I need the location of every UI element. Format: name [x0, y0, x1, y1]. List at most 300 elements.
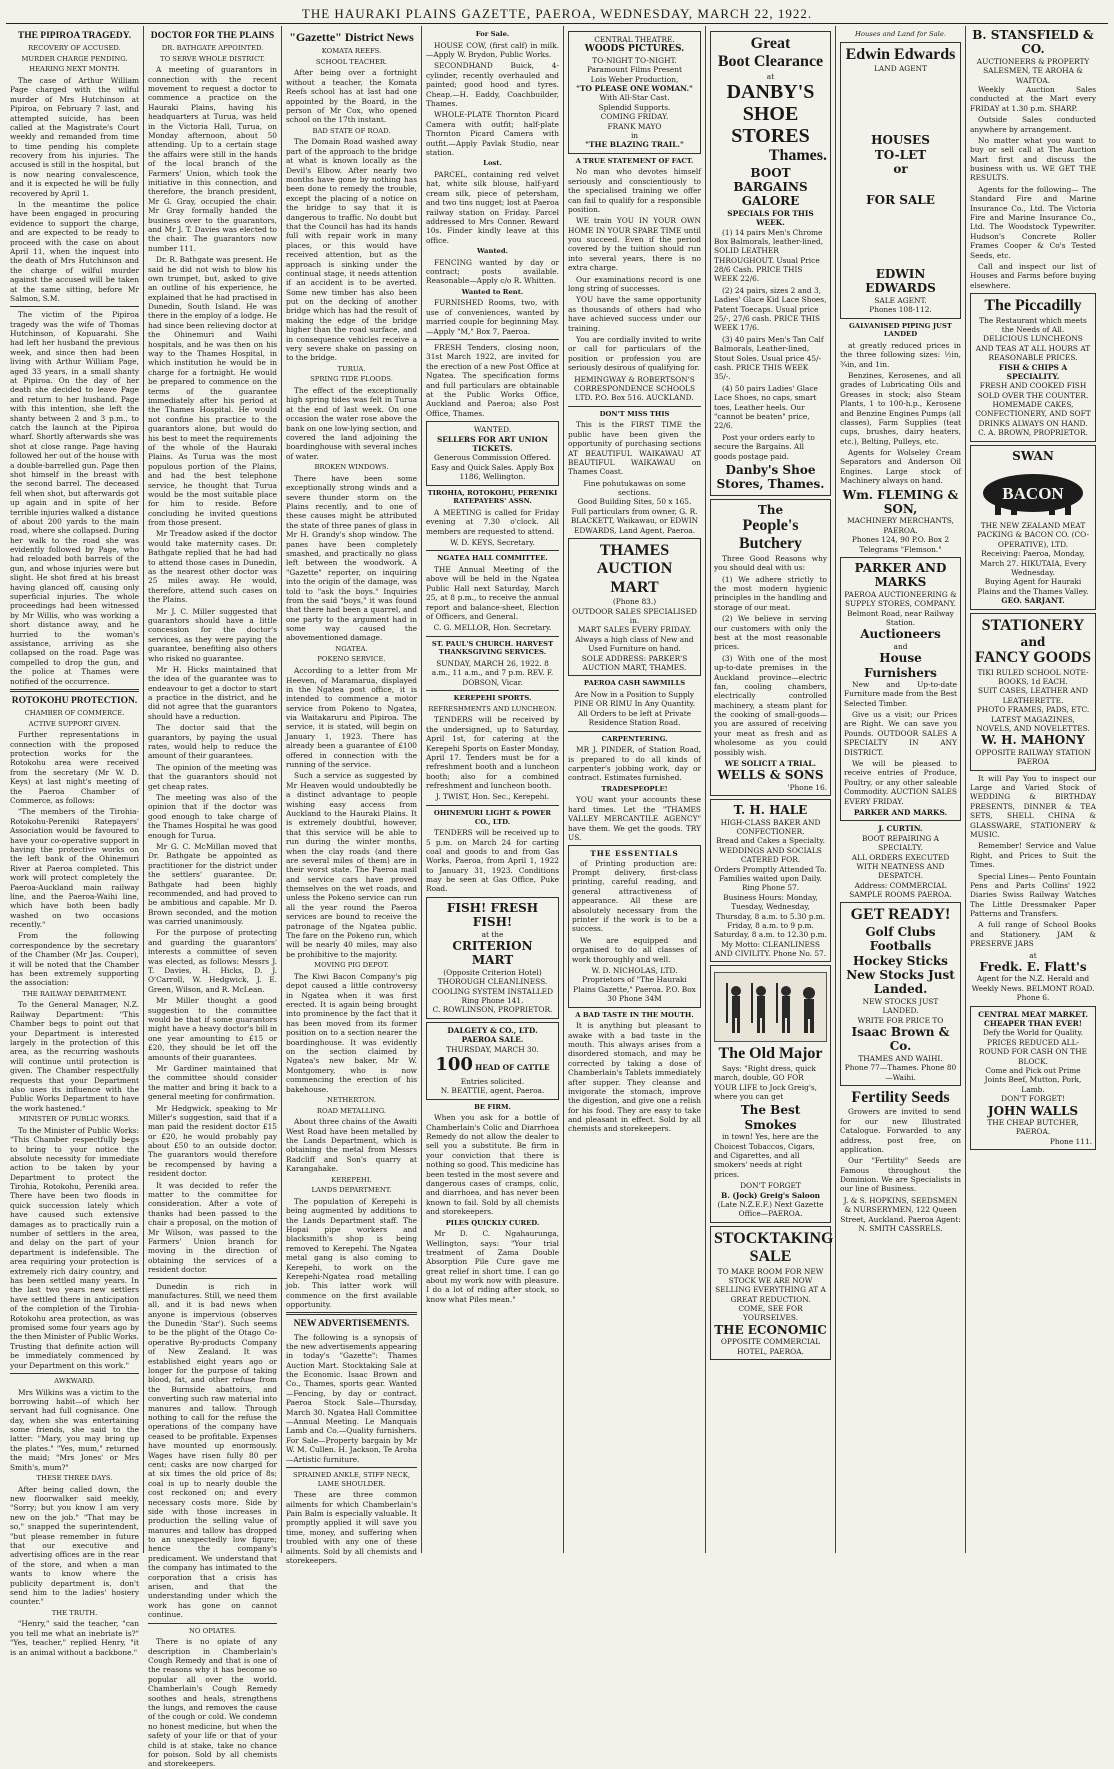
- article-paragraph: A meeting of guarantors in connection with the recent movement to request a doctor to commence a practice on the Hauraki Plains, having his headquarters at Turua, was held in the Victoria Hall, Turua, on Monday afternoon, about 50 attending. Up to a certain stage the affairs were still in the hands of the local branch of the Farmers' Union, which took the initiative in this connection, and therefore, the branch president, Mr G. Gray, occupied the chair. Mr Gray formally handed the business over to the guarantors, and Mr J. T. Davies was elected to the chair. The guarantors now number 111.: [148, 65, 277, 253]
- ad-old-major: [710, 965, 831, 1222]
- masthead: THE HAURAKI PLAINS GAZETTE, PAEROA, WEDNESDAY, MARCH 22, 1922.: [6, 4, 1108, 24]
- ad-line: House Furnishers: [864, 651, 937, 680]
- subhead: HEARING NEXT MONTH.: [29, 65, 120, 74]
- ad-line: THAMES: [599, 542, 670, 560]
- ad-line: Lois Weber Production,: [590, 74, 679, 84]
- ad-line: HEMINGWAY & ROBERTSON'S CORRESPONDENCE SCHOOLS LTD. P.O. Box 516. AUCKLAND.: [573, 374, 696, 403]
- ad-line: Great: [750, 35, 791, 52]
- section-label: Wanted to Rent.: [461, 287, 524, 296]
- signature: J. TWIST, Hon. Sec., Kerepehi.: [435, 792, 550, 802]
- ad-central-meat-market: [970, 1006, 1096, 1150]
- spacer: [844, 207, 957, 267]
- article-paragraph: From the following correspondence by the secretary of the Chamber (Mr Jas. Couper), it will be noted that the Chamber has been extremely supporting the association:: [10, 931, 139, 988]
- ad-line: LATEST MAGAZINES, NOVELS, AND NOVELETTES.: [976, 714, 1090, 734]
- ad-line: The Old Major: [718, 1045, 823, 1063]
- ad-line: Are Now in a Position to Supply PINE OR RIMU In Any Quantity.: [573, 689, 696, 709]
- ad-line: Thames.: [768, 147, 827, 165]
- ad-paragraph: Our "Fertility" Seeds are Famous throughout the Dominion. We are Specialists in our line of Business.: [840, 1156, 961, 1194]
- subhead: SPRAINED ANKLE, STIFF NECK, LAME SHOULDER.: [292, 1470, 410, 1488]
- ad-th-hale: [710, 799, 831, 962]
- ad-paragraph: (2) 24 pairs, sizes 2 and 3, Ladies' Glace Kid Lace Shoes, Patent Toecaps. Usual price 25/-, 27/6 cash. PRICE THIS WEEK 17/6.: [714, 285, 827, 333]
- ad-line: CENTRAL THEATRE.: [594, 35, 675, 44]
- ad-paragraph: Three Good Reasons why you should deal with us:: [714, 553, 827, 573]
- divider: [10, 689, 139, 692]
- ad-line: Splendid Supports.: [598, 102, 671, 112]
- ad-line: Fine pohutukawas on some sections.: [583, 478, 686, 498]
- ad-line: Defy the World for Quality.: [982, 1028, 1084, 1038]
- ad-line: SPECIALS FOR THIS WEEK.: [727, 208, 814, 228]
- ad-peoples-butchery: [710, 499, 831, 797]
- ad-line: Phones 108-112.: [869, 305, 932, 315]
- ad-line: EDWIN EDWARDS: [865, 266, 936, 296]
- section-label: A BAD TASTE IN THE MOUTH.: [575, 1010, 694, 1019]
- ad-line: HEAD OF CATTLE: [475, 1062, 550, 1072]
- ad-paragraph: Weekly Auction Sales conducted at the Mart every FRIDAY at 1.30 p.m. SHARP.: [970, 84, 1096, 113]
- ad-line: FOR SALE: [866, 192, 935, 207]
- ad-line: COMING FRIDAY.: [600, 112, 669, 122]
- ad-paragraph: MR J. PINDER, of Station Road, is prepared to do all kinds of carpenter's jobbing work, day or contract. Estimates furnished.: [568, 745, 701, 783]
- subhead: LANDS DEPARTMENT.: [311, 1186, 392, 1195]
- ad-edwin-edwards: [840, 42, 961, 319]
- ad-line: B. STANSFIELD & CO.: [972, 28, 1094, 57]
- ad-line: CRITERION MART: [452, 939, 533, 968]
- ad-criterion-mart: [426, 897, 559, 1019]
- article-paragraph: It was decided to refer the matter to the committee for consideration. After a vote of thanks had been passed to the chair a proposal, on the motion of Mr Wilson, was passed to the Farmers' Union branch for moving in the direction of obtaining the services of a resident doctor.: [148, 1180, 277, 1275]
- section-label: A TRUE STATEMENT OF FACT.: [575, 156, 694, 165]
- ad-paragraph: YOU want your accounts these hard times. Let the "THAMES VALLEY MERCANTILE AGENCY" have them. We get the goods. TRY US.: [568, 795, 701, 842]
- subhead: CHAMBER OF COMMERCE.: [24, 709, 125, 717]
- ad-paragraph: Post your orders early to secure the Bargains. All goods postage paid.: [714, 432, 815, 461]
- ad-line: N. BEATTIE, agent, Paeroa.: [440, 1086, 545, 1096]
- ad-line: Always a high class of New and Used Furniture on hand.: [575, 634, 694, 654]
- ad-line: THE CHEAP BUTCHER, PAEROA.: [987, 1117, 1079, 1137]
- ad-paragraph: (3) 40 pairs Men's Tan Calf Balmorals, Leather-lined, Stout Soles. Usual price 45/- cash. PRICE THIS WEEK 35/-.: [714, 334, 824, 382]
- subhead: TO SERVE WHOLE DISTRICT.: [160, 54, 265, 63]
- ad-line: FRANK MAYO: [607, 121, 662, 131]
- ad-line: SOLE ADDRESS: PARKER'S AUCTION MART, THAMES.: [581, 653, 688, 672]
- ad-line: WEDDINGS AND SOCIALS CATERED FOR.: [719, 845, 822, 865]
- ad-line: DON'T FORGET: [740, 1181, 801, 1191]
- ad-line: Hockey Sticks: [853, 953, 948, 968]
- subhead: SPRING TIDE FLOODS.: [310, 375, 393, 384]
- ad-line: NEW STOCKS JUST LANDED.: [862, 996, 939, 1016]
- ad-line: B. (Jock) Greig's Saloon: [720, 1190, 821, 1200]
- ad-line: Phones 124, 90 P.O. Box 2: [851, 535, 950, 545]
- divider: [568, 406, 701, 407]
- ad-paragraph: YOU have the same opportunity as thousands of others had who have achieved success under our training.: [568, 295, 701, 333]
- ad-line: at: [766, 71, 775, 81]
- article-paragraph: Mr Gardiner maintained that the committee should consider the matter and bring it back to a general meeting for confirmation.: [148, 1063, 277, 1102]
- article-paragraph: About three chains of the Awaiti West Road have been metalled by the Lands Department, which is obtaining the metal from Messrs Radcliff and Son's quarry at Karangahake.: [286, 1117, 417, 1174]
- ad-line: HOUSES: [871, 133, 930, 148]
- article-paragraph: The following is a synopsis of the new advertisements appearing in today's "Gazette": Thames Auction Mart. Stocktaking Sale at the Economic. Isaac Brown and Co., Thames, sports gear. Wanted—Fencing, by day or contract. Paeroa Stock Sale—Thursday, March 30. Ngatea Hall Committee—Annual Meeting. Le Manquais Lamb and Co.—Quality furnishers. For Sale—Property bargain by Mr W. M. Cullen. H. Jackson, Te Aroha—Artistic furniture.: [286, 1332, 417, 1464]
- subhead: POKENO SERVICE.: [317, 655, 386, 664]
- ad-line: DON'T FORGET!: [1001, 1094, 1065, 1104]
- ad-line: PHOTO FRAMES, PADS, ETC.: [976, 705, 1090, 715]
- subhead: KEREPEHI.: [331, 1175, 372, 1184]
- ad-line: Ring Phone 141.: [461, 995, 524, 1005]
- ad-paragraph: Benzines, Kerosenes, and all grades of Lubricating Oils and Greases in stock; also Steam Plants, 1 to 100-h.p., Kerosene and Benzine Engines Pumps (all classes), Farm Supplies (teat cups, brushes, dairy heaters, etc.), Belting, Pulleys, etc.: [840, 370, 961, 446]
- subhead: BROKEN WINDOWS.: [314, 463, 389, 472]
- article-paragraph: The effect of the exceptionally high spring tides was felt in Turua at the end of last week. On one occasion the water rose above the bank on one low-lying section, and covered the land adjoining the boardinghouse with several inches of water.: [286, 386, 417, 461]
- article-paragraph: Mr Hedgwick, speaking to Mr Miller's suggestion, said that if a man paid the resident doctor £15 or £20, he would probably pay about £50 to an outside doctor. The guarantors would therefore be recompensed by having a resident doctor.: [148, 1103, 277, 1179]
- ad-line: Come and Pick out Prime Joints Beef, Mutton, Pork, Lamb.: [984, 1065, 1082, 1094]
- ad-line: Phone 111.: [1049, 1136, 1092, 1146]
- ad-line: LAND AGENT: [873, 64, 928, 74]
- ad-parker-marks: [840, 557, 961, 821]
- column-3: [282, 26, 422, 1565]
- ad-paragraph: It will Pay You to inspect our Large and Varied Stock of WEDDING & BIRTHDAY PRESENTS, DINNER & TEA SETS, SHELL CHINA & GLASSWARE, STATIONERY & MUSIC.: [970, 773, 1096, 839]
- subhead: RECOVERY OF ACCUSED.: [28, 44, 121, 53]
- ad-paragraph: at greatly reduced prices in the three following sizes: ½in, ¾in, and 1in.: [840, 340, 961, 369]
- column-2: [144, 26, 282, 1769]
- ad-line: FISH! FRESH FISH!: [446, 900, 539, 930]
- ad-paragraph: No man who devotes himself seriously and conscientiously to the specialised training we offer can fail to qualify for a responsible position.: [568, 167, 701, 214]
- ad-line: HOMEMADE CAKES, CONFECTIONERY, AND SOFT DRINKS ALWAYS ON HAND.: [975, 400, 1091, 428]
- ad-paragraph: Says: "Right dress, quick march, double, GO FOR YOUR LIFE to Jock Greig's, where you can get: [714, 1063, 818, 1102]
- ad-line: THE ESSENTIALS: [590, 849, 679, 859]
- soldiers-icon: [716, 977, 826, 1037]
- ad-line: 'Phone 16.: [787, 782, 827, 792]
- ad-line: My Motto: CLEANLINESS AND CIVILITY. Phone No. 57.: [714, 939, 827, 959]
- ad-line: Buying Agent for Hauraki Plains and the Thames Valley.: [977, 577, 1089, 596]
- article-paragraph: The victim of the Pipiroa tragedy was the wife of Thomas Hutchinson, of Kopuarahi. She had left her husband the previous week, and since then had been living with Arthur William Page, aged 33 years, in a small shanty at Pipiroa. On the day of her death she decided to leave Page and return to her husband. Page with this intention, she left the shanty between 2 and 3 p.m., to catch the launch at the Pipiroa wharf. Shortly afterwards she was shot at close range. Page having followed her out of the house with a double-barrelled gun. Page then shot himself in the breast with the second barrel. The deceased fell when shot, but afterwards got up again and in spite of her terrible injuries walked a distance of about 200 yards to the main road, where she collapsed. During her walk to the road she was evidently followed by Page, who had reloaded both barrels of the gun, and whose injuries were but slight. He shot fired at his breast having glanced off, causing only superficial injuries. The whole proceedings had been witnessed by Mr Willis, who was working a short distance away, and he hurried to the woman's assistance, arriving as she collapsed on the road. Page was compelled to drop the gun, and the police at Thames were notified of the occurrence.: [10, 310, 139, 686]
- article-paragraph: Dunedin is rich in manufactures. Still, we need them all, and it is bad news when anyone is impervious (observes the Dunedin 'Star'). Such seems to be the plight of the Otago Co-operative By-products Company of New Zealand. It was established eight years ago or longer for the purpose of taking blood, fat, and other refuse from the Burnside abattoirs, and converting such raw material into manures and tallow. Through nothing to call for the refuse the operations of the company have ceased to be profitable. Expenses have mounted up enormously. Wages have risen fully 80 per cent; casks are now charged for at six times the old price of 8s; coal is up to nearly double the cost reckoned on; and every necessary costs more. Side by side with those increases in production the selling value of manures and tallow has dropped to an unexpectedly low figure; hence the company's predicament. We understand that the company has intimated to the corporation that a crisis has arisen, and that the understanding under which the work has gone on cannot continue.: [148, 1281, 277, 1620]
- ad-line: (Phone 83.): [612, 597, 657, 607]
- article-paragraph: The Kiwi Bacon Company's pig depot caused a little controversy in Ngatea when it was first erected. It is again being brought into prominence by the fact that it has been moved from its former position on to a section nearer the boardinghouse. It was evidently on the section claimed by Ngatea's new baker, Mr W. Montgomery, who is now commencing the erection of his bakehouse.: [286, 971, 417, 1094]
- ad-line: C. ROWLINSON, PROPRIETOR.: [432, 1005, 553, 1015]
- classified: WHOLE-PLATE Thornton Picard Camera with outfit; half-plate Thornton Picard Camera with outfit.—Apply Pavlak Studio, near station.: [426, 110, 559, 157]
- classified: When you ask for a bottle of Chamberlain's Colic and Diarrhoea Remedy do not allow the dealer to sell you a substitute. Be firm in your conviction that there is nothing so good. This medicine has been tested in the most severe and dangerous cases of cramps, colic, and diarrhoea, and has never been known to fail. Sold by all chemists and storekeepers.: [426, 1113, 559, 1217]
- ad-line: SHOE: [742, 103, 799, 126]
- ad-line: Generous Commission Offered. Easy and Quick Sales. Apply Box 1186, Wellington.: [431, 453, 554, 482]
- divider: [426, 636, 559, 637]
- ad-line: PAEROA SALE.: [461, 1035, 524, 1045]
- ad-line: CENTRAL MEAT MARKET.: [978, 1009, 1088, 1019]
- ad-thames-auction-mart: [568, 538, 701, 676]
- article-paragraph: In the meantime the police have been engaged in procuring evidence to support the charge, and are expected to be ready to proceed with the case on about April 11, when the inquest into the death of Mrs Hutchinson and the charge of wilful murder against the accused will be taken at the same sitting, before Mr Salmon, S.M.: [10, 200, 139, 303]
- columns: [6, 26, 1108, 1769]
- ad-line: ALL ORDERS EXECUTED WITH NEATNESS AND DESPATCH.: [851, 852, 950, 881]
- ad-paragraph: You are cordially invited to write or call for particulars of the position or profession you are seriously desirous of qualifying for.: [568, 334, 701, 373]
- ad-line: (Late N.Z.E.F.) Next Gazette Office—PAEROA.: [717, 1199, 824, 1219]
- ad-line: Families waited upon Daily.: [719, 873, 822, 883]
- ad-line: SALE AGENT.: [874, 295, 927, 305]
- ad-paragraph: This is the FIRST TIME the public have been given the opportunity of purchasing sections AT BEAUTIFUL WAIKAWAU AT BEAUTIFUL WAIKAWAU on Thames Coast.: [568, 420, 701, 477]
- ad-line: JOHN WALLS: [987, 1103, 1079, 1118]
- subhead: THESE THREE DAYS.: [36, 1474, 113, 1483]
- ad-line: Auctioneers: [860, 627, 941, 642]
- ad-line: PARKER AND MARKS: [854, 560, 947, 590]
- article-paragraph: After being called down, the new floorwalker said meekly, "Sorry; but you know I am very new on the job." "That may be so," snapped the superintendent, "but please remember in future that our executive and advertising offices are in the rear of the store, and when a man wants to know where the publicity department is, don't send him to the ladies' hosiery counter.": [10, 1484, 139, 1607]
- subhead: BAD STATE OF ROAD.: [312, 126, 391, 135]
- ad-line: TIKI RULED SCHOOL NOTE-BOOKS, 1d EACH.: [977, 667, 1089, 687]
- ad-paragraph: of Printing production are: Prompt delivery, first-class printing, careful reading, and general attractiveness of appearance. All these are absolutely necessary from the printer if the work is to be a success.: [572, 858, 697, 934]
- ad-line: in: [630, 130, 639, 140]
- ad-line: SUIT CASES, LEATHER AND LEATHERETTE.: [977, 686, 1089, 705]
- ad-paragraph: in town! Yes, here are the Choicest Tobaccos, Cigars, and Cigarettes, and all smokers' needs at right prices.: [714, 1132, 819, 1179]
- bacon-wordmark: BACON: [1002, 484, 1064, 504]
- section-label: For Sale.: [475, 30, 510, 38]
- ad-paragraph: A full range of School Books and Stationery. JAM & PRESERVE JARS: [970, 920, 1096, 949]
- column-8: [966, 26, 1100, 1553]
- ad-line: WANTED.: [473, 425, 512, 435]
- subhead: NGATEA.: [335, 644, 368, 653]
- ad-paragraph: No matter what you want to buy or sell call at The Auction Mart first and discuss the business with us. WE GET THE RESULTS.: [970, 135, 1096, 183]
- article-paragraph: To the General Manager, N.Z. Railway Department: "This Chamber begs to point out that your Department is interested largely in the protection of this area, as the recurring washouts will continue until protection is given. The Chamber respectfully requests that your Department also uses its influence with the Public Works Department to have the work hastened.": [10, 1000, 139, 1113]
- ad-piccadilly: [970, 293, 1096, 441]
- ad-paragraph: Agents for Wolseley Cream Separators and Anderson Oil Engines. Large stock of Machinery always on hand.: [840, 448, 961, 486]
- divider: [426, 550, 559, 551]
- ad-line: THAMES AND WAIHI.: [858, 1053, 943, 1063]
- signature: W. D. KEYS, Secretary.: [450, 537, 535, 547]
- article-paragraph: To the Minister of Public Works: "This Chamber respectfully begs to bring to your notice the absolute necessity for immediate action to be taken by your Department to protect the Tirohia, Rotokohu, Pereniki area. There have been two floods in quick succession lately which have caused such extensive damages as to practically ruin a number of settlers in the area, and delay on the part of your department is indefensible. The area requiring your protection is extremely rich dairy country, and has been settled many years. In the last two years new settlers have settled there in anticipation of the completion of the Tirohia-Rotokohu area protection, as was promised some four years ago by the then Minister of Public Works. Trusting that definite action will be immediately commenced by your Department on this work.": [10, 1125, 139, 1370]
- ad-line: THURSDAY, MARCH 30.: [446, 1044, 539, 1054]
- section-label: Houses and Land for Sale.: [854, 30, 947, 38]
- subhead: ROAD METALLING.: [316, 1106, 387, 1115]
- ad-line: THOROUGH CLEANLINESS.: [437, 977, 548, 987]
- section-label: Wanted.: [477, 247, 508, 256]
- divider: [148, 1623, 277, 1624]
- ad-line: Address: COMMERCIAL SAMPLE ROOMS PAEROA.: [849, 880, 952, 900]
- ad-line: Bread and Cakes a Specialty.: [716, 836, 825, 846]
- ad-line: DANBY'S: [726, 81, 815, 104]
- classified: FURNISHED Rooms, two, with use of conveniences, wanted by married couple for beginning May.—Apply "M," Box 7, Paeroa.: [426, 298, 559, 336]
- ad-paragraph: Give us a visit; our Prices are Right. We can save you Pounds. OUTDOOR SALES A SPECIALTY IN ANY DISTRICT.: [844, 710, 957, 757]
- ad-art-union: [426, 421, 559, 485]
- subhead: THE TRUTH.: [51, 1608, 98, 1617]
- ad-line: "THE BLAZING TRAIL.": [585, 140, 684, 150]
- article-paragraph: The opinion of the meeting was that the guarantors should not get cheap rates.: [148, 762, 277, 791]
- ad-isaac-brown: [840, 902, 961, 1085]
- section-label: PAEROA CASH SAWMILLS: [583, 679, 686, 688]
- ad-line: MART SALES EVERY FRIDAY.: [577, 625, 692, 635]
- ad-line: OPPOSITE RAILWAY STATION PAEROA: [975, 747, 1091, 767]
- section-label: TIROHIA, ROTOKOHU, PERENIKI RATEPAYERS' ASSN.: [427, 488, 558, 506]
- ad-line: The: [757, 502, 784, 517]
- article-paragraph: There is no opiate of any description in Chamberlain's Cough Remedy and that is one of the reasons why it has become so popular all over the world. Chamberlain's Cough Remedy soothes and heals, strengthens the lungs, and removes the cause of the cough or cold. We condemn no honest medicine, but when the safety of your life or that of your child is at stake, take no chance for poison. Sold by all chemists and storekeepers.: [148, 1637, 277, 1769]
- article-paragraph: Mr Miller thought a good suggestion to the committee would be that if some guarantors might have a heavy doctor's bill in one year amounting to £15 or £20, they should be let off the amounts of their guarantees.: [148, 996, 277, 1062]
- ad-line: T. H. HALE: [733, 803, 808, 818]
- subhead: SCHOOL TEACHER.: [315, 57, 388, 66]
- article-paragraph: After being over a fortnight without a teacher, the Komata Reefs school has at last had one appointed by the Board, in the person of Mr Cox, who opened school on the 17th instant.: [286, 68, 417, 125]
- article-paragraph: Mr H. Hicks maintained that the idea of the guarantee was to endeavour to get a doctor to start a practice in the district, and he did not agree that the guarantors should have a reduction.: [148, 664, 277, 721]
- ad-line: Full particulars from owner, G. R. BLACKETT, Waikawau, or EDWIN EDWARDS, Land Agent, Paeroa.: [570, 506, 699, 535]
- headline-rotokohu: ROTOKOHU PROTECTION.: [11, 695, 138, 706]
- classified: PARCEL, containing red velvet hat, white silk blouse, half-yard cream silk, piece of petersham, and two tins nugget; lost at Paeroa railway station on Friday. Parcel addressed to Mrs Conner. Reward 10s. Finder kindly leave at this office.: [426, 169, 559, 245]
- ad-line: AUCTION MART: [596, 560, 673, 596]
- article-paragraph: The case of Arthur William Page charged with the wilful murder of Mrs Hutchinson at Pipiroa, on February 7 last, and attempted suicide, has been called at the Magistrate's Court weekly and remanded from time to time pending his complete recovery from his injuries. The accused is still in the hospital, but is now nearing convalescence, and it is expected he will be fully recovered by April 1.: [10, 75, 139, 198]
- swan-bacon-logo: [974, 467, 1092, 517]
- ad-line: Entries solicited.: [460, 1076, 525, 1086]
- ad-line: Fredk. E. Flatt's: [979, 960, 1087, 975]
- ad-line: GEO. SARJANT.: [1001, 596, 1065, 606]
- ad-line: TO-LET: [874, 147, 927, 162]
- ad-line: HIGH-CLASS BAKER AND CONFECTIONER.: [720, 817, 821, 836]
- ad-paragraph: It is anything but pleasant to awake with a bad taste in the mouth. This always arises from a disordered stomach, and may be corrected by taking a dose of Chamberlain's Tablets immediately after supper. They cleanse and invigorate the stomach, improve the digestion, and give one a relish for his food. They are easy to take and pleasant in effect. Sold by all chemists and storekeepers.: [568, 1021, 701, 1134]
- section-label: Lost.: [483, 159, 502, 168]
- ad-line: J. & S. HOPKINS, SEEDSMEN & NURSERYMEN, 122 Queen Street, Auckland. Paeroa Agent: N. SMITH CASSRELS.: [840, 1195, 961, 1234]
- section-label: TRADESPEOPLE!: [601, 784, 668, 793]
- ad-line: FRESH AND COOKED FISH SOLD OVER THE COUNTER.: [977, 381, 1089, 400]
- article-paragraph: Mr Treadow asked if the doctor would take maternity cases. Dr. Bathgate replied that he had had to attend those cases in Dunedin, as the nearest other doctor was 25 miles away. He would, therefore, attend such cases on the Plains.: [148, 529, 277, 605]
- section-label: OHINEMURI LIGHT & POWER CO., LTD.: [433, 808, 552, 826]
- ad-line: Ring Phone 57.: [741, 883, 800, 893]
- divider: [148, 1278, 277, 1279]
- subhead: ACTIVE SUPPORT GIVEN.: [28, 719, 121, 728]
- ad-line: PAEROA AUCTIONEERING & SUPPLY STORES, COMPANY. Belmont Road, near Railway Station.: [844, 589, 957, 627]
- section-label: CARPENTERING.: [601, 734, 668, 743]
- ad-paragraph: Agents for the following— The Standard Fire and Marine Insurance Co., Ltd. The Victoria Fire and Marine Insurance Co., Ltd. The Woodstock Typewriter. Hudson's Concrete Roller Frames Cooper & Co's Tested Seeds, etc.: [970, 184, 1096, 260]
- ad-line: SWAN: [1012, 448, 1054, 463]
- ad-line: FANCY GOODS: [975, 649, 1091, 667]
- ad-line: Agent for the N.Z. Herald and Weekly News. BELMONT ROAD. Phone 6.: [971, 974, 1095, 1003]
- ad-line: Danby's Shoe Stores, Thames.: [716, 462, 825, 492]
- ad-line: Telegrams "Flemson.": [859, 544, 942, 554]
- ad-line: "TO PLEASE ONE WOMAN.": [576, 83, 693, 93]
- ad-line: Golf Clubs: [865, 924, 936, 939]
- ad-line: WRITE FOR PRICE TO: [857, 1015, 944, 1025]
- ad-paragraph: Our examinations record is one long string of successes.: [568, 274, 701, 294]
- subhead: MINISTER OF PUBLIC WORKS.: [18, 1115, 131, 1124]
- subhead: TURUA.: [337, 364, 366, 373]
- signature: C. G. MELLOR, Hon. Secretary.: [433, 623, 552, 633]
- classified: TENDERS will be received up to 5 p.m. on March 24 for carting coal and goods to and from Gas Works, Paeroa, from April 1, 1922 to January 31, 1923. Conditions may be seen at Gas Office, Puke Road.: [426, 828, 559, 894]
- section-label: REFRESHMENTS AND LUNCHEON.: [428, 704, 557, 713]
- ad-paragraph: (1) We adhere strictly to the most modern hygienic principles in the handling and storage of our meat.: [714, 574, 827, 612]
- subhead: MURDER CHARGE PENDING.: [21, 54, 128, 63]
- ad-line: THE ECONOMIC: [714, 1322, 827, 1337]
- subhead: THE RAILWAY DEPARTMENT.: [22, 989, 127, 998]
- article-paragraph: The meeting was also of the opinion that if the doctor was good enough to take charge of the Thames Hospital he was good enough for Turua.: [148, 793, 277, 840]
- section-label: GALVANISED PIPING JUST LANDED: [849, 321, 952, 339]
- ad-line: Boot Clearance: [717, 53, 824, 71]
- pig-icon: [977, 467, 1089, 517]
- column-4: [422, 26, 564, 1553]
- ad-line: DALGETY & CO., LTD.: [447, 1025, 538, 1035]
- ad-paragraph: (1) 14 pairs Men's Chrome Box Balmorals, leather-lined, SOLID LEATHER THROUGHOUT. Usual Price 28/6 Cash. PRICE THIS WEEK 22/6.: [714, 227, 824, 284]
- subhead: DR. BATHGATE APPOINTED.: [161, 44, 264, 53]
- article-paragraph: There have been some exceptionally strong winds and a severe thunder storm on the Plains recently, and to one of these causes might be attributed the state of three panes of glass in Mr H. Grandy's shop window. The panes have been completely smashed, and practically no glass left between the woodwork. A "Gazette" reporter, on inquiring into the origin of the damage, was told to "ask the boys." Inquiries from the said "boys," it was found that there had been a quarrel, and one party to the argument had in some way caused the abovementioned damage.: [286, 473, 417, 643]
- ad-line: WELLS & SONS: [717, 768, 824, 783]
- article-paragraph: Such a service as suggested by Mr Heaven would undoubtedly be a distinct advantage to people wishing easy access from Auckland to the Hauraki Plains. It is extremely doubtful, however, that this service will be able to run during the winter months, when the clay roads (and there are several miles of them) are in their worst state. The Paeroa mail and service cars have proved themselves on the wet roads, and unless the Pokeno service can run all the year round the Paeroa services are bound to receive the patronage of the Ngatea public. The fare on the Pokeno run, which will be nearly 40 miles, may also be prohibitive to the majority.: [286, 771, 417, 959]
- ad-line: TO-NIGHT TO-NIGHT.: [592, 55, 677, 65]
- ad-line: WOODS PICTURES.: [584, 44, 685, 55]
- soldiers-illustration: [714, 972, 827, 1042]
- ad-line: Edwin Edwards: [845, 45, 956, 63]
- ad-paragraph: Outside Sales conducted anywhere by arrangement.: [970, 115, 1096, 134]
- subhead: NO OPIATES.: [188, 1626, 237, 1635]
- article-paragraph: Further representations in connection with the proposed protection works for the Rotokohu area were received from the secretary (Mr W. D. Keys) at last night's meeting of the Paeroa Chamber of Commerce, as follows:: [10, 730, 139, 805]
- article-paragraph: These are three common ailments for which Chamberlain's Pain Balm is especially valuable. It promptly applied it will save you time, money, and suffering when troubled with any one of these ailments. Sold by all chemists and storekeepers.: [286, 1490, 417, 1565]
- ad-paragraph: (3) With one of the most up-to-date premises in the Auckland province—electric fan, cooling chambers, electrically controlled machinery, a steam plant for the cooking of small-goods—you are assured of receiving your meat as fresh and as wholesome as you could possibly wish.: [714, 653, 827, 757]
- divider: [286, 1312, 417, 1315]
- ad-paragraph: New and Up-to-date Furniture made from the Best Selected Timber.: [844, 679, 957, 708]
- classified: HOUSE COW, (first calf) in milk.—Apply W. Brydon, Public Works.: [426, 40, 559, 60]
- service-times: SUNDAY, MARCH 26, 1922. 8 a.m., 11 a.m., and 7 p.m. REV. F. DOBSON, Vicar.: [431, 658, 554, 687]
- ad-line: STATIONERY: [981, 616, 1085, 634]
- ad-line: or: [893, 162, 908, 177]
- ad-line: STOCKTAKING: [714, 1229, 834, 1247]
- ad-line: THE NEW ZEALAND MEAT PACKING & BACON CO. (CO-OPERATIVE), LTD.: [976, 521, 1090, 549]
- ad-line: W. D. NICHOLAS, LTD. Proprietors of "The Hauraki Plains Gazette," Paeroa. P.O. Box 30 Phone 34M: [573, 965, 696, 1004]
- ad-line: OUTDOOR SALES SPECIALISED in.: [572, 606, 697, 625]
- ad-line: New Stocks Just Landed.: [846, 968, 955, 997]
- article-paragraph: Mr G. C. McMillan moved that Dr. Bathgate be appointed as practitioner for the district under the settlers' guarantee. Dr. Bathgate had been highly recommended, and had proved to be ambitious and capable. Mr D. Brown seconded, and the motion was carried unanimously.: [148, 841, 277, 927]
- article-paragraph: The doctor said that the guarantors, by paying the usual rates, would help to reduce the amount of their guarantees.: [148, 723, 277, 761]
- divider: [426, 339, 559, 340]
- section-label: PILES QUICKLY CURED.: [445, 1218, 540, 1227]
- ad-mahony: [970, 613, 1096, 771]
- ad-line: COME, SEE FOR YOURSELVES.: [738, 1304, 803, 1323]
- ad-line: With All-Star Cast.: [599, 93, 670, 103]
- subhead: AWKWARD.: [54, 1376, 95, 1385]
- classified: THE Annual Meeting of the above will be held in the Ngatea Public Hall next Saturday, March 25, at 8 p.m., to receive the annual report and balance-sheet, Election of Officers, and General.: [426, 564, 559, 621]
- classified: FENCING wanted by day or contract; posts available. Reasonable—Apply c/o R. Whitten.: [426, 257, 559, 286]
- ad-line: PRICES REDUCED ALL-ROUND FOR CASH ON THE BLOCK.: [978, 1037, 1088, 1066]
- article-paragraph: "The members of the Tirohia-Rotokohu-Pereniki Ratepayers' Association would be favoured to have your co-operative support in having the protective works on the left bank of the Ohinemuri River at Paeroa completed. This work will protect completely the Paeroa-Auckland main railway line, and the Paeroa-Waihi line, which have both been badly washed on two occasions recently.": [10, 807, 139, 930]
- article-paragraph: Mrs Wilkins was a victim to the borrowing habit—of which her servant had full cognisance. One day, when she was entertaining some friends, she said to the latter: "Mary, you may bring up the plates." "Yes, mum," returned the maid; "Mrs Jones' or Mrs Smith's, mum?": [10, 1387, 139, 1472]
- ad-paragraph: Remember! Service and Value Right, and Prices to Suit the Times.: [970, 841, 1096, 870]
- ad-line: Business Hours: Monday, Tuesday, Wednesday, Thursday, 8 a.m. to 5.30 p.m. Friday, 8 a.m. to 9 p.m. Saturday, 8 a.m. to 12.30 p.m.: [714, 892, 827, 940]
- column-1: [6, 26, 144, 1657]
- ad-line: COOLING SYSTEM INSTALLED: [431, 986, 553, 996]
- ad-line: TO MAKE ROOM FOR NEW STOCK WE ARE NOW SELLING EVERYTHING AT A GREAT REDUCTION.: [715, 1266, 826, 1304]
- ad-line: The Restaurant which meets the Needs of All.: [979, 315, 1087, 334]
- headline-pipiroa: THE PIPIROA TRAGEDY.: [17, 31, 132, 41]
- ad-line: and: [893, 641, 908, 651]
- article-paragraph: According to a letter from Mr Heeven, of Maramarua, displayed in the Ngatea post office, it is intended to commence a motor service from Pokeno to Ngatea, via Waitakaruru and Pipiroa. The service, it is stated, will begin on January 1, 1923. There has already been a guarantee of £100 offered in connection with the running of the service.: [286, 666, 417, 770]
- ad-line: Good Building Sites, 50 x 165.: [577, 497, 692, 507]
- ad-line: Orders Promptly Attended To.: [714, 864, 827, 874]
- column-5: [564, 26, 706, 1553]
- ad-line: BOOT REPAIRING A SPECIALTY.: [861, 833, 940, 853]
- section-label: ST. PAUL'S CHURCH. HARVEST THANKSGIVING SERVICES.: [431, 639, 554, 657]
- spacer: [844, 73, 957, 133]
- ad-line: and: [1020, 634, 1046, 649]
- column-7: [836, 26, 966, 1553]
- ad-line: Footballs: [869, 939, 932, 954]
- column-6: [706, 26, 836, 1553]
- ad-line: The Piccadilly: [984, 297, 1082, 315]
- ad-line: W. H. MAHONY: [981, 733, 1085, 748]
- ad-paragraph: (4) 50 pairs Ladies' Glace Lace Shoes, no caps, smart toes, Leather heels. Our "cannot be beaten" price, 22/6.: [714, 383, 818, 431]
- ad-line: STORES: [731, 125, 810, 148]
- ad-line: AUCTIONEERS & PROPERTY SALESMEN, TE AROHA & WAITOA.: [976, 56, 1090, 85]
- section-label: NGATEA HALL COMMITTEE.: [437, 554, 548, 563]
- ad-line: Receiving: Paeroa, Monday, March 27. HIKUTAIA, Every Wednesday.: [979, 549, 1087, 577]
- article-paragraph: The population of Kerepehi is being augmented by additions to the Lands Department staff. The Hopai pipe workers and blacksmith's shop is being removed to Kerepehi. The Ngatea metal gang is also coming to Kerepehi, to work on the Kerepehi-Ngatea road metalling job. This latter work will commence on the first available opportunity.: [286, 1196, 417, 1310]
- ad-line: (Opposite Criterion Hotel): [443, 967, 542, 977]
- section-label: KEREPEHI SPORTS.: [453, 694, 532, 703]
- ad-paragraph: Growers are invited to send for our new Illustrated Catalogue. Forwarded to any address, post free, on application.: [840, 1107, 961, 1154]
- ad-line: OPPOSITE COMMERCIAL HOTEL, PAEROA.: [720, 1337, 821, 1356]
- ad-line: PARKER AND MARKS.: [853, 807, 948, 817]
- classified: A MEETING is called for Friday evening at 7.30 o'clock. All members are requested to attend.: [426, 507, 559, 536]
- ad-dalgety: [426, 1022, 559, 1100]
- ad-line: 100: [435, 1053, 473, 1075]
- ad-line: Fertility Seeds: [851, 1088, 950, 1106]
- ad-line: WE SOLICIT A TRIAL.: [724, 759, 817, 769]
- ad-paragraph: Special Lines— Pento Fountain Pens and Parts Collins' 1922 Diaries Swiss Railway Watches The Little Dressmaker Paper Patterns and Transfers.: [970, 871, 1096, 919]
- ad-line: The Best Smokes: [740, 1103, 801, 1132]
- subhead: NETHERTON.: [326, 1095, 377, 1104]
- ad-line: J. CURTIN.: [878, 824, 923, 834]
- ad-paragraph: We are equipped and organised to do all classes of work thoroughly and well.: [572, 935, 697, 964]
- ad-line: C. A. BROWN, PROPRIETOR.: [978, 428, 1088, 438]
- ad-line: People's Butchery: [738, 517, 803, 553]
- divider: [286, 1467, 417, 1468]
